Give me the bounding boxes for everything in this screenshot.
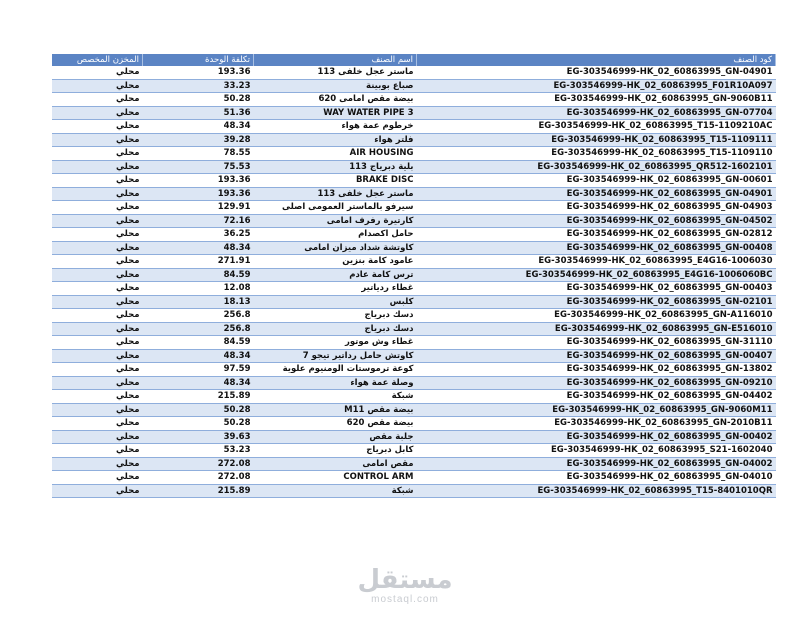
cell-unit-cost[interactable]: 48.34 [143, 376, 254, 390]
cell-item-code[interactable]: EG-303546999-HK_02_60863995_GN-2010B11 [417, 417, 776, 431]
cell-warehouse[interactable]: محلي [52, 106, 143, 120]
cell-item-name[interactable]: بيضة مقص 620 [254, 417, 417, 431]
cell-item-code[interactable]: EG-303546999-HK_02_60863995_T15-1109111 [417, 133, 776, 147]
cell-item-name[interactable]: خرطوم عمة هواء [254, 120, 417, 134]
cell-item-code[interactable]: EG-303546999-HK_02_60863995_GN-9060B11 [417, 93, 776, 107]
cell-item-name[interactable]: ماستر عجل خلفى 113 [254, 66, 417, 79]
cell-unit-cost[interactable]: 215.89 [143, 390, 254, 404]
cell-item-name[interactable]: عامود كامة بنزين [254, 255, 417, 269]
cell-item-code[interactable]: EG-303546999-HK_02_60863995_F01R10A097 [417, 79, 776, 93]
cell-item-code[interactable]: EG-303546999-HK_02_60863995_S21-1602040 [417, 444, 776, 458]
cell-unit-cost[interactable]: 193.36 [143, 174, 254, 188]
table-row [52, 228, 776, 242]
cell-unit-cost[interactable]: 272.08 [143, 457, 254, 471]
cell-unit-cost[interactable]: 39.28 [143, 133, 254, 147]
cell-unit-cost[interactable]: 33.23 [143, 79, 254, 93]
cell-item-code[interactable]: EG-303546999-HK_02_60863995_GN-09210 [417, 376, 776, 390]
table-row [52, 336, 776, 350]
cell-unit-cost[interactable]: 256.8 [143, 309, 254, 323]
cell-item-code[interactable]: EG-303546999-HK_02_60863995_GN-04903 [417, 201, 776, 215]
cell-item-name[interactable]: شبكة [254, 390, 417, 404]
table-row [52, 79, 776, 93]
cell-unit-cost[interactable]: 215.89 [143, 484, 254, 498]
mostaql-logo [355, 565, 455, 605]
cell-warehouse[interactable]: محلي [52, 390, 143, 404]
cell-warehouse[interactable]: محلي [52, 214, 143, 228]
cell-warehouse[interactable]: محلي [52, 66, 143, 79]
table-row [52, 241, 776, 255]
table-row [52, 484, 776, 498]
cell-unit-cost[interactable]: 39.63 [143, 430, 254, 444]
cell-item-name[interactable]: بيضة مقص امامى 620 [254, 93, 417, 107]
cell-item-code[interactable]: EG-303546999-HK_02_60863995_E4G16-1006030 [417, 255, 776, 269]
table-row [52, 309, 776, 323]
cell-item-name[interactable]: فلتر هواء [254, 133, 417, 147]
cell-unit-cost[interactable]: 193.36 [143, 66, 254, 79]
parts-table [52, 54, 776, 498]
cell-item-code[interactable]: EG-303546999-HK_02_60863995_GN-9060M11 [417, 403, 776, 417]
cell-warehouse[interactable]: محلي [52, 93, 143, 107]
table-row [52, 363, 776, 377]
cell-unit-cost[interactable]: 50.28 [143, 93, 254, 107]
cell-unit-cost[interactable]: 193.36 [143, 187, 254, 201]
cell-item-name[interactable]: سيرفو بالماستر العمومى اصلى [254, 201, 417, 215]
cell-unit-cost[interactable]: 271.91 [143, 255, 254, 269]
table-row [52, 255, 776, 269]
cell-warehouse[interactable]: محلي [52, 241, 143, 255]
cell-item-code[interactable]: EG-303546999-HK_02_60863995_GN-00402 [417, 430, 776, 444]
cell-warehouse[interactable]: محلي [52, 295, 143, 309]
cell-item-code[interactable]: EG-303546999-HK_02_60863995_GN-00408 [417, 241, 776, 255]
table-row [52, 390, 776, 404]
cell-unit-cost[interactable]: 51.36 [143, 106, 254, 120]
cell-item-name[interactable]: ترس كامة عادم [254, 268, 417, 282]
table-row [52, 403, 776, 417]
cell-unit-cost[interactable]: 97.59 [143, 363, 254, 377]
table-row [52, 457, 776, 471]
cell-item-code[interactable]: EG-303546999-HK_02_60863995_GN-13802 [417, 363, 776, 377]
cell-unit-cost[interactable]: 72.16 [143, 214, 254, 228]
cell-warehouse[interactable]: محلي [52, 174, 143, 188]
table-row [52, 471, 776, 485]
cell-item-name[interactable]: ماستر عجل خلفى 113 [254, 187, 417, 201]
cell-warehouse[interactable]: محلي [52, 403, 143, 417]
cell-unit-cost[interactable]: 256.8 [143, 322, 254, 336]
table-row [52, 133, 776, 147]
cell-warehouse[interactable]: محلي [52, 457, 143, 471]
cell-unit-cost[interactable]: 48.34 [143, 241, 254, 255]
header-warehouse[interactable]: المخزن المخصص [52, 54, 143, 66]
table-row [52, 268, 776, 282]
cell-item-name[interactable]: كارتيرة رفرف امامى [254, 214, 417, 228]
cell-item-code[interactable]: EG-303546999-HK_02_60863995_GN-31110 [417, 336, 776, 350]
table-row [52, 282, 776, 296]
cell-warehouse[interactable]: محلي [52, 430, 143, 444]
cell-item-name[interactable]: بيضة مقص M11 [254, 403, 417, 417]
cell-warehouse[interactable]: محلي [52, 120, 143, 134]
table-row [52, 322, 776, 336]
cell-unit-cost[interactable]: 48.34 [143, 120, 254, 134]
table-row [52, 66, 776, 79]
cell-warehouse[interactable]: محلي [52, 363, 143, 377]
cell-warehouse[interactable]: محلي [52, 187, 143, 201]
cell-warehouse[interactable]: محلي [52, 444, 143, 458]
table-row [52, 376, 776, 390]
cell-item-name[interactable]: CONTROL ARM [254, 471, 417, 485]
cell-warehouse[interactable]: محلي [52, 160, 143, 174]
cell-item-name[interactable]: جلبة مقص [254, 430, 417, 444]
cell-warehouse[interactable]: محلي [52, 349, 143, 363]
table-row [52, 147, 776, 161]
cell-item-name[interactable]: كاوتشة شداد ميزان امامى [254, 241, 417, 255]
cell-item-name[interactable]: حامل اكصدام [254, 228, 417, 242]
table-row [52, 349, 776, 363]
cell-item-name[interactable]: BRAKE DISC [254, 174, 417, 188]
cell-warehouse[interactable]: محلي [52, 79, 143, 93]
cell-item-name[interactable]: صباع بوبينة [254, 79, 417, 93]
cell-item-name[interactable]: غطاء وش موتور [254, 336, 417, 350]
table-row [52, 174, 776, 188]
cell-unit-cost[interactable]: 78.55 [143, 147, 254, 161]
header-item-code[interactable]: كود الصنف [417, 54, 776, 66]
cell-item-code[interactable]: EG-303546999-HK_02_60863995_GN-02101 [417, 295, 776, 309]
cell-warehouse[interactable]: محلي [52, 417, 143, 431]
cell-item-name[interactable]: بلية دبرياج 113 [254, 160, 417, 174]
table-row [52, 201, 776, 215]
cell-item-name[interactable]: غطاء ردياتير [254, 282, 417, 296]
cell-item-code[interactable]: EG-303546999-HK_02_60863995_GN-04002 [417, 457, 776, 471]
cell-item-name[interactable]: دسك دبرياج [254, 309, 417, 323]
header-row [52, 54, 776, 66]
cell-item-code[interactable]: EG-303546999-HK_02_60863995_GN-E516010 [417, 322, 776, 336]
table-row [52, 295, 776, 309]
cell-item-code[interactable]: EG-303546999-HK_02_60863995_GN-07704 [417, 106, 776, 120]
cell-item-name[interactable]: وصلة عمة هواء [254, 376, 417, 390]
cell-unit-cost[interactable]: 50.28 [143, 417, 254, 431]
cell-item-code[interactable]: EG-303546999-HK_02_60863995_T15-1109110 [417, 147, 776, 161]
cell-warehouse[interactable]: محلي [52, 268, 143, 282]
cell-item-code[interactable]: EG-303546999-HK_02_60863995_GN-04010 [417, 471, 776, 485]
cell-unit-cost[interactable]: 36.25 [143, 228, 254, 242]
cell-warehouse[interactable]: محلي [52, 228, 143, 242]
cell-warehouse[interactable]: محلي [52, 309, 143, 323]
table-row [52, 93, 776, 107]
table-row [52, 106, 776, 120]
logo-arabic-text: مستقل [357, 565, 453, 595]
logo-latin-text: mostaql.com [371, 594, 439, 605]
cell-warehouse[interactable]: محلي [52, 255, 143, 269]
table-row [52, 187, 776, 201]
cell-item-name[interactable]: كاوتش حامل رداتير تيجو 7 [254, 349, 417, 363]
cell-warehouse[interactable]: محلي [52, 484, 143, 498]
cell-unit-cost[interactable]: 50.28 [143, 403, 254, 417]
cell-warehouse[interactable]: محلي [52, 201, 143, 215]
cell-item-code[interactable]: EG-303546999-HK_02_60863995_T15-1109210AC [417, 120, 776, 134]
cell-item-code[interactable]: EG-303546999-HK_02_60863995_GN-04901 [417, 187, 776, 201]
cell-item-name[interactable]: كلبس [254, 295, 417, 309]
cell-unit-cost[interactable]: 53.23 [143, 444, 254, 458]
header-item-name[interactable]: اسم الصنف [254, 54, 417, 66]
cell-item-name[interactable]: AIR HOUSING [254, 147, 417, 161]
cell-item-code[interactable]: EG-303546999-HK_02_60863995_GN-00601 [417, 174, 776, 188]
cell-unit-cost[interactable]: 48.34 [143, 349, 254, 363]
cell-item-name[interactable]: شبكة [254, 484, 417, 498]
cell-unit-cost[interactable]: 84.59 [143, 268, 254, 282]
cell-item-name[interactable]: دسك دبرياج [254, 322, 417, 336]
table-row [52, 444, 776, 458]
cell-item-code[interactable]: EG-303546999-HK_02_60863995_GN-04901 [417, 66, 776, 79]
cell-item-code[interactable]: EG-303546999-HK_02_60863995_GN-00403 [417, 282, 776, 296]
cell-warehouse[interactable]: محلي [52, 282, 143, 296]
cell-item-code[interactable]: EG-303546999-HK_02_60863995_GN-02812 [417, 228, 776, 242]
cell-unit-cost[interactable]: 75.53 [143, 160, 254, 174]
cell-item-code[interactable]: EG-303546999-HK_02_60863995_GN-04502 [417, 214, 776, 228]
cell-item-name[interactable]: كابل دبرياج [254, 444, 417, 458]
cell-warehouse[interactable]: محلي [52, 147, 143, 161]
table-row [52, 430, 776, 444]
table-body [52, 66, 776, 498]
table-row [52, 160, 776, 174]
cell-warehouse[interactable]: محلي [52, 133, 143, 147]
cell-item-code[interactable]: EG-303546999-HK_02_60863995_QR512-1602101 [417, 160, 776, 174]
cell-item-name[interactable]: 3 WAY WATER PIPE [254, 106, 417, 120]
cell-item-code[interactable]: EG-303546999-HK_02_60863995_GN-04402 [417, 390, 776, 404]
cell-item-code[interactable]: EG-303546999-HK_02_60863995_GN-00407 [417, 349, 776, 363]
cell-item-name[interactable]: مقص امامى [254, 457, 417, 471]
cell-item-name[interactable]: كوعة ترموستات الومنيوم علوية [254, 363, 417, 377]
cell-item-code[interactable]: EG-303546999-HK_02_60863995_GN-A116010 [417, 309, 776, 323]
cell-warehouse[interactable]: محلي [52, 336, 143, 350]
cell-warehouse[interactable]: محلي [52, 322, 143, 336]
table-row [52, 417, 776, 431]
cell-unit-cost[interactable]: 18.13 [143, 295, 254, 309]
cell-unit-cost[interactable]: 12.08 [143, 282, 254, 296]
cell-warehouse[interactable]: محلي [52, 471, 143, 485]
cell-item-code[interactable]: EG-303546999-HK_02_60863995_T15-8401010QR [417, 484, 776, 498]
cell-item-code[interactable]: EG-303546999-HK_02_60863995_E4G16-1006060BC [417, 268, 776, 282]
header-unit-cost[interactable]: تكلفة الوحدة [143, 54, 254, 66]
cell-warehouse[interactable]: محلي [52, 376, 143, 390]
cell-unit-cost[interactable]: 84.59 [143, 336, 254, 350]
cell-unit-cost[interactable]: 272.08 [143, 471, 254, 485]
table-row [52, 120, 776, 134]
table-row [52, 214, 776, 228]
cell-unit-cost[interactable]: 129.91 [143, 201, 254, 215]
